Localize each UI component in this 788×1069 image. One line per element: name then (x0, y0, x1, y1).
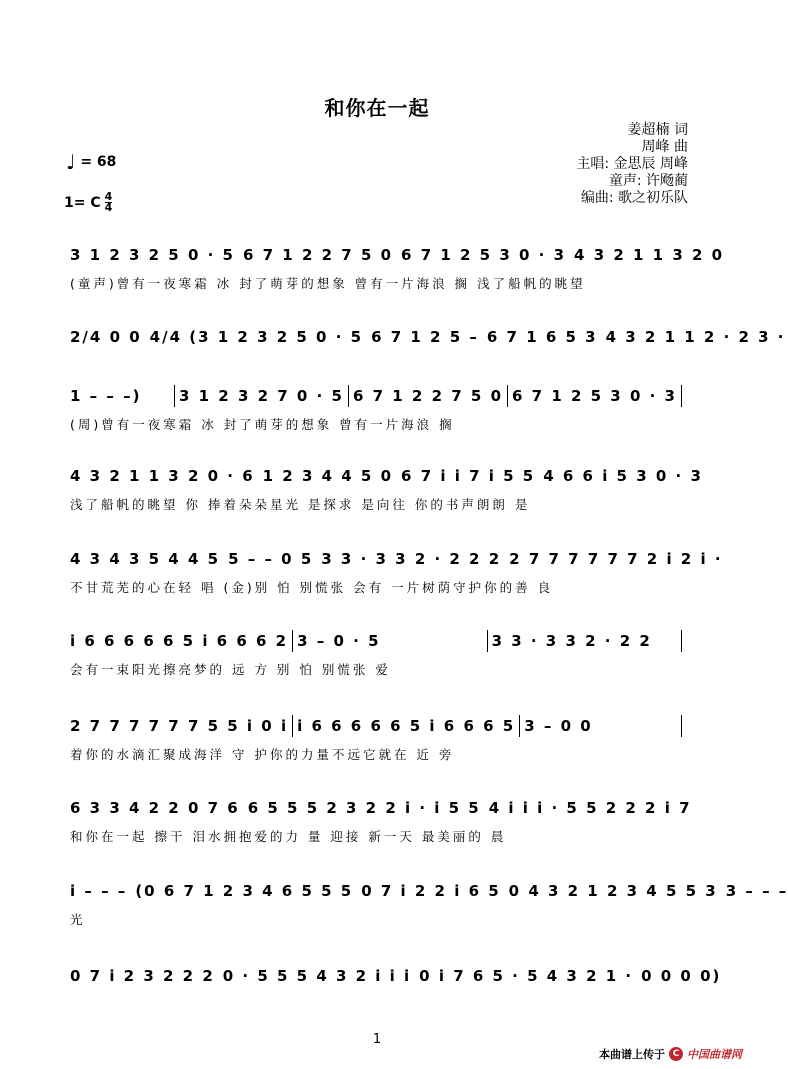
measure: 2 7 7 7 7 7 7 5 5 i 0 i (70, 717, 289, 735)
tempo-value: = 68 (80, 154, 117, 170)
bar-line (519, 715, 520, 737)
measure: 2/4 0 0 (70, 328, 142, 346)
quarter-note-icon: ♩ (66, 150, 76, 174)
credit-composer: 周峰 曲 (641, 139, 688, 155)
measure: 5 – – 0 5 (228, 550, 314, 568)
measure: 0 7 i 2 2 i 6 5 (361, 882, 501, 900)
lyrics-line: (周)曾有一夜寒霜 冰 封了萌芽的想象 曾有一片海浪 搁 (70, 417, 455, 432)
measure: 4 3 4 3 5 4 4 5 (70, 550, 221, 568)
music-line (70, 630, 686, 652)
measure: 4 3 2 1 1 3 2 0 · 6 (70, 467, 255, 485)
key-signature (64, 192, 112, 213)
measure: 0 7 i 2 3 2 2 2 (70, 967, 215, 985)
music-line (70, 880, 788, 902)
time-signature (105, 192, 113, 213)
measure: 3 3 · 3 3 2 · 2 2 (491, 632, 652, 650)
lyrics-line: 和你在一起 擦干 泪水拥抱爱的力 量 迎接 新一天 最美丽的 晨 (70, 829, 507, 844)
bar-line (487, 630, 488, 652)
lyrics-line: 不甘荒芜的心在轻 唱 (金)别 怕 别慌张 会有 一片树荫守护你的善 良 (70, 580, 554, 595)
bar-line (292, 715, 293, 737)
measure: 6 7 1 6 5 3 (486, 328, 598, 346)
music-line (70, 244, 725, 266)
footer-credit (599, 1046, 742, 1062)
music-line (70, 797, 692, 819)
measure: 4/4 (3 1 2 3 2 5 0 · 5 (149, 328, 364, 346)
measure: 0 4 3 2 1 2 3 4 5 5 3 (508, 882, 718, 900)
song-title: 和你在一起 (324, 96, 430, 120)
measure: 0 0 0 0) (641, 967, 722, 985)
measure: (0 6 7 1 2 3 4 6 5 5 5 (135, 882, 354, 900)
music-line (70, 385, 686, 407)
measure: i 6 6 6 6 6 5 i 6 6 6 2 (70, 632, 289, 650)
bar-line (174, 385, 175, 407)
music-line (70, 548, 723, 570)
lyrics-line: 光 (70, 912, 86, 927)
key-label: 1= C (64, 194, 101, 211)
measure: 4 3 2 1 1 3 2 0 (574, 246, 725, 264)
measure: 4 i i i · 5 5 2 2 2 i 7 (488, 799, 692, 817)
measure: 3 1 2 3 2 7 0 · 5 (178, 387, 344, 405)
tempo-mark (66, 150, 116, 174)
credit-child-voice: 童声: 许飏蔺 (608, 173, 688, 189)
time-sig-bottom: 4 (104, 201, 113, 214)
bar-line (292, 630, 293, 652)
measure: 6 7 1 2 5 3 0 · 3 (401, 246, 567, 264)
bar-line (681, 385, 682, 407)
measure: 2 7 7 7 7 7 7 2 i 2 i · (509, 550, 723, 568)
bar-line (681, 715, 682, 737)
lyrics-line: 浅了船帆的眺望 你 捧着朵朵星光 是探求 是向往 你的书声朗朗 是 (70, 497, 531, 512)
bar-line (681, 630, 682, 652)
measure: i – – – (70, 882, 128, 900)
site-brand: 中国曲谱网 (687, 1048, 742, 1061)
measure: 4 3 2 1 1 2 · 2 3 · (605, 328, 786, 346)
measure: 6 7 1 2 5 3 0 · 3 (512, 387, 677, 405)
measure: 1 2 3 4 4 5 0 (262, 467, 394, 485)
lyrics-line: 会有一束阳光擦亮梦的 远 方 别 怕 别慌张 爱 (70, 662, 391, 677)
measure: 3 – 0 0 (524, 717, 593, 735)
music-line (70, 965, 722, 987)
music-line (70, 465, 703, 487)
site-logo-icon: C (669, 1047, 683, 1061)
measure: 0 · 5 5 5 4 3 2 i i i (222, 967, 412, 985)
measure: 3 – – – (725, 882, 788, 900)
credit-arranger: 编曲: 歌之初乐队 (580, 190, 688, 206)
measure: 1 – – –) (70, 387, 142, 405)
measure: 3 – 0 · 5 (297, 632, 381, 650)
measure: 0 i 7 6 5 · 5 4 3 2 1 · (419, 967, 634, 985)
measure: 3 3 · 3 3 2 · 2 2 2 (321, 550, 502, 568)
measure: 6 7 1 2 2 7 5 0 (352, 387, 504, 405)
measure: 6 5 5 5 2 3 2 2 i · i 5 5 (247, 799, 481, 817)
measure: 6 7 1 2 2 7 5 0 (242, 246, 394, 264)
measure: 6 7 1 2 5 – (371, 328, 479, 346)
credit-singer: 主唱: 金思辰 周峰 (576, 156, 688, 172)
measure: 6 7 i i 7 i 5 5 (401, 467, 536, 485)
lyrics-line: 着你的水滴汇聚成海洋 守 护你的力量不远它就在 近 旁 (70, 747, 455, 762)
footer-text: 本曲谱上传于 (599, 1048, 665, 1061)
time-sig-top: 4 (104, 190, 113, 203)
page-number: 1 (372, 1032, 382, 1047)
credit-lyricist: 姜超楠 词 (627, 122, 688, 138)
lyrics-line: (童声)曾有一夜寒霜 冰 封了萌芽的想象 曾有一片海浪 搁 浅了船帆的眺望 (70, 276, 586, 291)
credits-block (576, 122, 688, 207)
measure: 3 1 2 3 2 5 0 · 5 (70, 246, 235, 264)
measure: 6 3 3 4 2 2 0 7 6 (70, 799, 240, 817)
measure: i 6 6 6 6 6 5 i 6 6 6 5 (297, 717, 516, 735)
bar-line (507, 385, 508, 407)
music-line (70, 326, 786, 348)
music-line (70, 715, 686, 737)
measure: 4 6 6 i 5 3 0 · 3 (543, 467, 703, 485)
bar-line (348, 385, 349, 407)
